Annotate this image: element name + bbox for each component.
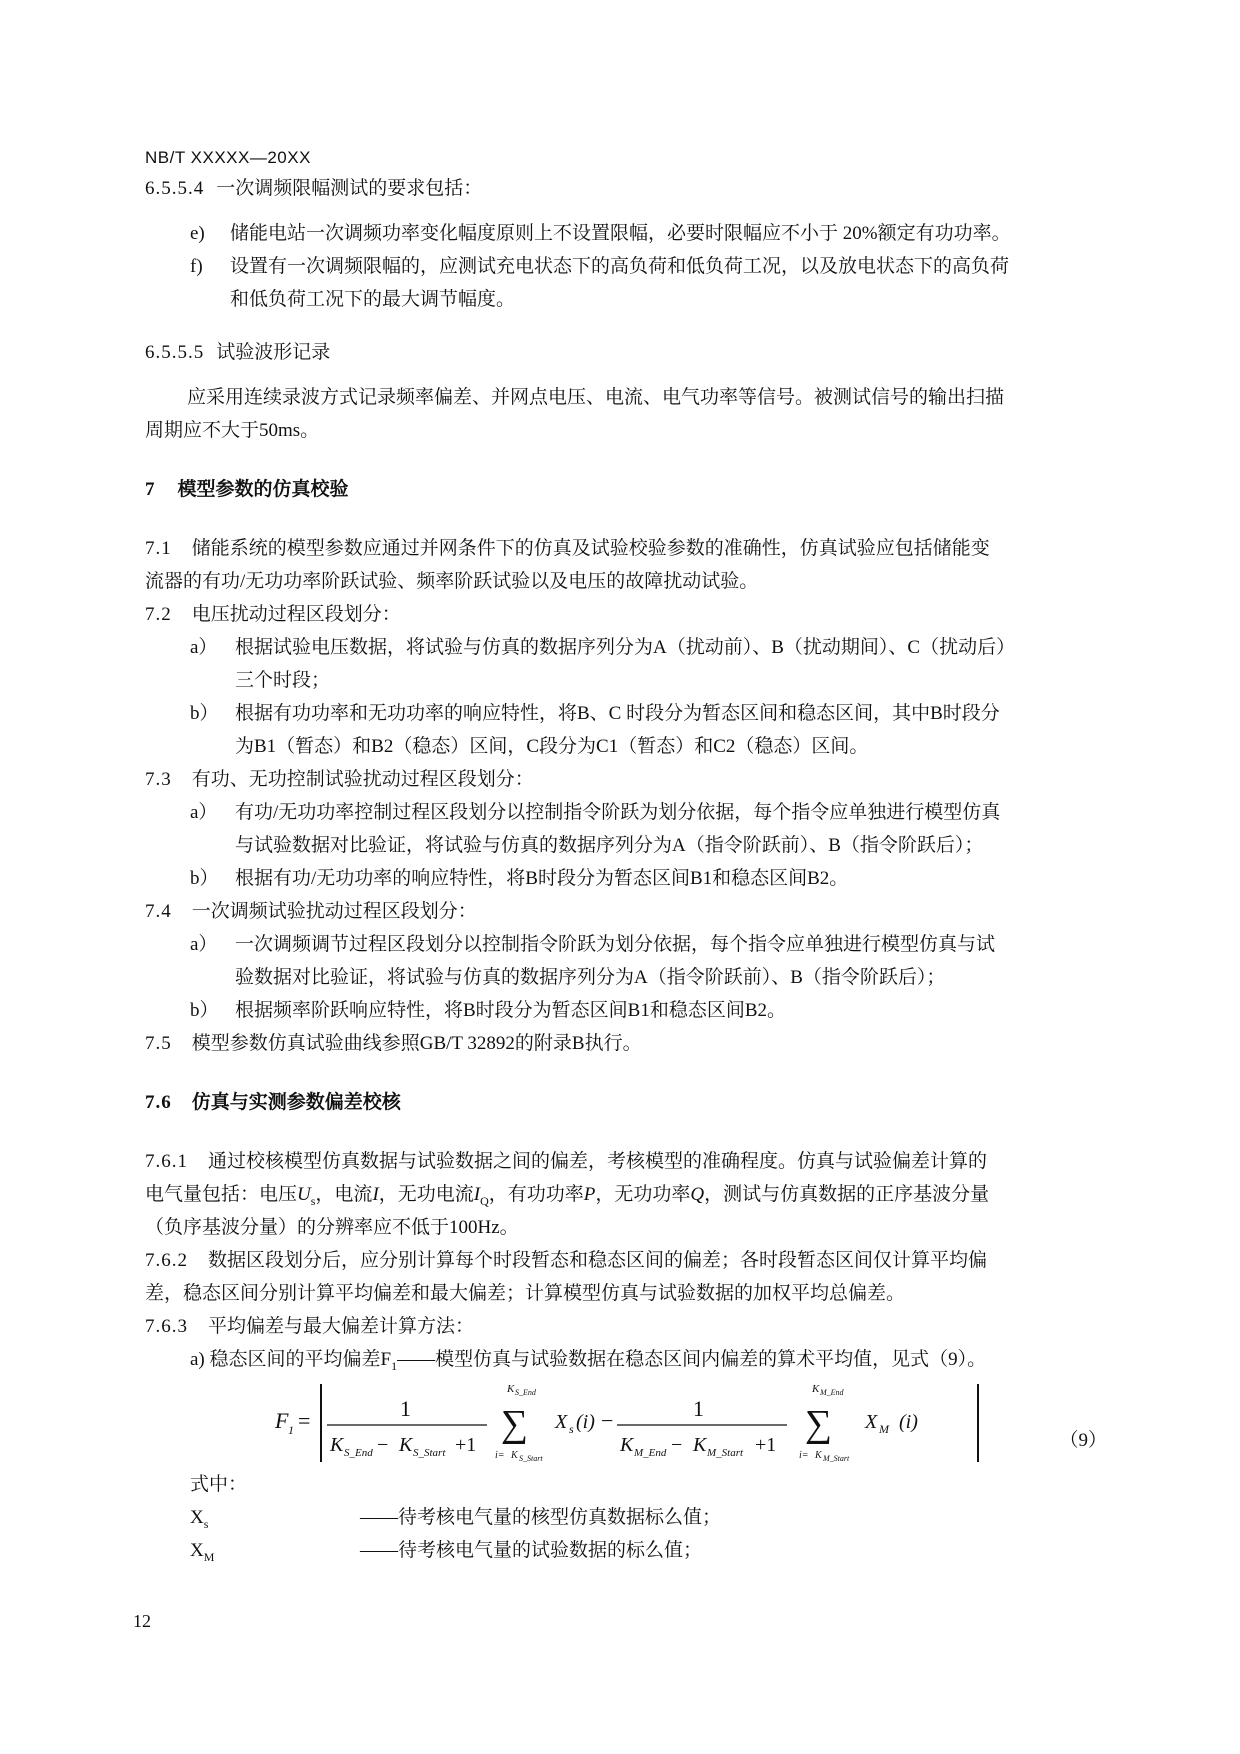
clause-number: 7.6.2	[145, 1250, 188, 1271]
eq-sum: ∑	[805, 1403, 833, 1445]
paragraph-line: 差，稳态区间分别计算平均偏差和最大偏差；计算模型仿真与试验数据的加权平均总偏差。	[145, 1283, 906, 1304]
list-text: 为B1（暂态）和B2（稳态）区间，C段分为C1（暂态）和C2（稳态）区间。	[235, 736, 869, 757]
eq-k-sub: M_End	[820, 1388, 844, 1397]
clause-number: 7.5	[145, 1033, 172, 1054]
clause-text: 模型参数仿真试验曲线参照GB/T 32892的附录B执行。	[191, 1033, 642, 1054]
paragraph-line: 流器的有功/无功功率阶跃试验、频率阶跃试验以及电压的故障扰动试验。	[145, 571, 759, 592]
list-item-b	[145, 697, 1107, 730]
clause-7-6-2	[145, 1244, 1107, 1277]
list-marker: a）	[190, 637, 218, 658]
where-symbol	[190, 1501, 208, 1534]
clause-number: 7.6.3	[145, 1316, 188, 1337]
symbol-subscript: M	[203, 1549, 215, 1564]
clause-title: 有功、无功控制试验扰动过程区段划分：	[191, 769, 534, 790]
where-description: ——待考核电气量的试验数据的标么值；	[360, 1540, 703, 1561]
symbol-letter: X	[190, 1540, 204, 1561]
eq-plus-one: +1	[455, 1434, 477, 1456]
list-item-b	[145, 862, 1107, 895]
list-item-f-continued	[145, 283, 1107, 316]
eq-k: K	[812, 1383, 820, 1395]
section-7-heading	[145, 473, 1107, 506]
eq-k-sub: S_Start	[519, 1454, 543, 1463]
eq-index: i=	[495, 1450, 505, 1461]
text-run: ，测试与仿真数据的正序基波分量	[704, 1184, 990, 1205]
list-marker: e)	[190, 223, 205, 244]
list-item-f	[145, 250, 1107, 283]
eq-lhs: F	[275, 1408, 289, 1433]
eq-k: K	[693, 1434, 707, 1456]
eq-minus: −	[601, 1408, 614, 1433]
eq-k-sub: S_Start	[413, 1447, 446, 1459]
list-text: 根据频率阶跃响应特性，将B时段分为暂态区间B1和稳态区间B2。	[235, 1000, 787, 1021]
list-text: 一次调频调节过程区段划分以控制指令阶跃为划分依据，每个指令应单独进行模型仿真与试	[235, 934, 996, 955]
clause-number: 7.2	[145, 604, 172, 625]
paragraph-line: （负序基波分量）的分辨率应不低于100Hz。	[145, 1217, 519, 1238]
paragraph-line: 周期应不大于50ms。	[145, 420, 320, 441]
clause-title: 一次调频试验扰动过程区段划分：	[191, 901, 477, 922]
list-item-a-continued	[145, 664, 1107, 697]
eq-x-sub: s	[569, 1422, 574, 1436]
standard-header: NB/T XXXXX—20XX	[145, 148, 311, 167]
eq-x: X	[555, 1411, 568, 1433]
list-text: 储能电站一次调频功率变化幅度原则上不设置限幅，必要时限幅应不小于 20%额定有功功率。	[230, 223, 1011, 244]
list-marker: b）	[190, 1000, 219, 1021]
list-item-a	[145, 1343, 1107, 1376]
eq-x: X	[865, 1411, 878, 1433]
list-item-a	[145, 631, 1107, 664]
clause-number: 6.5.5.4	[145, 178, 205, 199]
page-content	[145, 172, 1107, 1567]
symbol-active-power: P	[583, 1184, 596, 1205]
eq-k-sub: M_Start	[707, 1447, 744, 1459]
symbol-reactive-power: Q	[690, 1184, 705, 1205]
clause-text: 储能系统的模型参数应通过并网条件下的仿真及试验校验参数的准确性，仿真试验应包括储能变	[191, 538, 990, 559]
list-text: 根据试验电压数据，将试验与仿真的数据序列分为A（扰动前）、B（扰动期间）、C（扰动后）	[235, 637, 1016, 658]
eq-sum: ∑	[501, 1403, 529, 1445]
eq-k: K	[815, 1450, 822, 1461]
clause-7-1	[145, 532, 1107, 565]
section-number: 7	[145, 479, 156, 500]
list-item-a-continued	[145, 961, 1107, 994]
eq-arg: (i)	[576, 1411, 595, 1433]
where-label: 式中：	[190, 1474, 248, 1495]
section-title: 模型参数的仿真校验	[177, 479, 349, 500]
text-run: ，有功功率	[488, 1184, 584, 1205]
eq-k-sub: M_Start	[823, 1454, 850, 1463]
eq-k: K	[620, 1434, 634, 1456]
symbol-letter: X	[190, 1507, 204, 1528]
eq-x-sub: M	[879, 1422, 889, 1436]
clause-title: 平均偏差与最大偏差计算方法：	[208, 1316, 475, 1337]
text-run: ，电流	[315, 1184, 373, 1205]
clause-7-2-heading	[145, 598, 1107, 631]
clause-number: 6.5.5.5	[145, 342, 205, 363]
list-text: 和低负荷工况下的最大调节幅度。	[230, 289, 516, 310]
symbol-voltage: U	[297, 1184, 311, 1205]
symbol-subscript: s	[203, 1516, 209, 1531]
list-text: 三个时段；	[235, 670, 331, 691]
clause-6-5-5-5-heading	[145, 336, 1107, 369]
eq-equals: =	[298, 1408, 311, 1433]
page-number: 12	[133, 1611, 151, 1631]
clause-text: 数据区段划分后，应分别计算每个时段暂态和稳态区间的偏差；各时段暂态区间仅计算平均偏	[208, 1250, 988, 1271]
eq-index: i=	[799, 1450, 809, 1461]
symbol-subscript: 1	[391, 1358, 398, 1373]
list-item-a	[145, 928, 1107, 961]
symbol-subscript: Q	[480, 1193, 489, 1208]
clause-title: 试验波形记录	[216, 342, 331, 363]
eq-k: K	[330, 1434, 344, 1456]
paragraph-line-with-symbols	[145, 1178, 1107, 1211]
clause-7-6-heading	[145, 1086, 1107, 1119]
symbol-reactive-current: I	[473, 1184, 481, 1205]
list-marker: a）	[190, 802, 218, 823]
paragraph-line: 应采用连续录波方式记录频率偏差、并网点电压、电流、电气功率等信号。被测试信号的输出扫描	[187, 387, 1005, 408]
list-marker: a）	[190, 934, 218, 955]
eq-frac2-num: 1	[693, 1396, 704, 1421]
list-text: 根据有功功率和无功功率的响应特性，将B、C 时段分为暂态区间和稳态区间，其中B时段分	[235, 703, 1000, 724]
list-text: 与试验数据对比验证，将试验与仿真的数据序列分为A（指令阶跃前）、B（指令阶跃后）；	[235, 835, 984, 856]
text-run: ——模型仿真与试验数据在稳态区间内偏差的算术平均值，见式（9）。	[397, 1349, 987, 1370]
where-description: ——待考核电气量的核型仿真数据标么值；	[360, 1507, 722, 1528]
clause-text: 通过校核模型仿真数据与试验数据之间的偏差，考核模型的准确程度。仿真与试验偏差计算的	[208, 1151, 988, 1172]
clause-number: 7.1	[145, 538, 172, 559]
eq-minus: −	[377, 1434, 389, 1456]
eq-k-sub: M_End	[634, 1447, 667, 1459]
text-run: 电气量包括：电压	[145, 1184, 298, 1205]
list-marker: b）	[190, 868, 219, 889]
where-item	[145, 1501, 1107, 1534]
eq-k: K	[507, 1383, 515, 1395]
list-item-b-continued	[145, 730, 1107, 763]
clause-title: 仿真与实测参数偏差校核	[191, 1092, 401, 1113]
clause-7-6-3-heading	[145, 1310, 1107, 1343]
eq-k-sub: S_End	[515, 1388, 536, 1397]
eq-k-sub: S_End	[344, 1447, 373, 1459]
eq-k: K	[399, 1434, 413, 1456]
symbol-subscript: s	[310, 1193, 316, 1208]
list-marker: f)	[190, 256, 203, 277]
clause-number: 7.6	[145, 1092, 172, 1113]
text-run: ，无功功率	[595, 1184, 691, 1205]
clause-title: 电压扰动过程区段划分：	[191, 604, 401, 625]
list-item-a-continued	[145, 829, 1107, 862]
list-item-b	[145, 994, 1107, 1027]
eq-arg: (i)	[899, 1411, 918, 1433]
clause-title: 一次调频限幅测试的要求包括：	[216, 178, 483, 199]
clause-7-5	[145, 1027, 1107, 1060]
equation-number: （9）	[1059, 1430, 1107, 1451]
list-item-a	[145, 796, 1107, 829]
list-text: 验数据对比验证，将试验与仿真的数据序列分为A（指令阶跃前）、B（指令阶跃后）；	[235, 967, 946, 988]
list-marker: b）	[190, 703, 219, 724]
clause-number: 7.3	[145, 769, 172, 790]
clause-number: 7.6.1	[145, 1151, 188, 1172]
eq-lhs-sub: 1	[288, 1423, 294, 1437]
list-text: 设置有一次调频限幅的，应测试充电状态下的高负荷和低负荷工况，以及放电状态下的高负荷	[230, 256, 1010, 277]
eq-frac1-num: 1	[400, 1396, 411, 1421]
eq-plus-one: +1	[755, 1434, 777, 1456]
clause-6-5-5-4-heading	[145, 172, 1107, 205]
where-item	[145, 1534, 1107, 1567]
symbol-current: I	[372, 1184, 379, 1205]
list-item-e	[145, 217, 1107, 250]
clause-7-6-1	[145, 1145, 1107, 1178]
clause-7-3-heading	[145, 763, 1107, 796]
text-run: a) 稳态区间的平均偏差F	[190, 1349, 392, 1370]
text-run: ，无功电流	[378, 1184, 474, 1205]
where-symbol	[190, 1534, 214, 1567]
list-text: 根据有功/无功功率的响应特性，将B时段分为暂态区间B1和稳态区间B2。	[235, 868, 849, 889]
eq-minus: −	[671, 1434, 683, 1456]
clause-7-4-heading	[145, 895, 1107, 928]
list-text: 有功/无功功率控制过程区段划分以控制指令阶跃为划分依据，每个指令应单独进行模型仿真	[235, 802, 1001, 823]
equation-9	[145, 1378, 1107, 1464]
equation-graphic	[275, 1378, 995, 1464]
eq-k: K	[511, 1450, 518, 1461]
clause-number: 7.4	[145, 901, 172, 922]
